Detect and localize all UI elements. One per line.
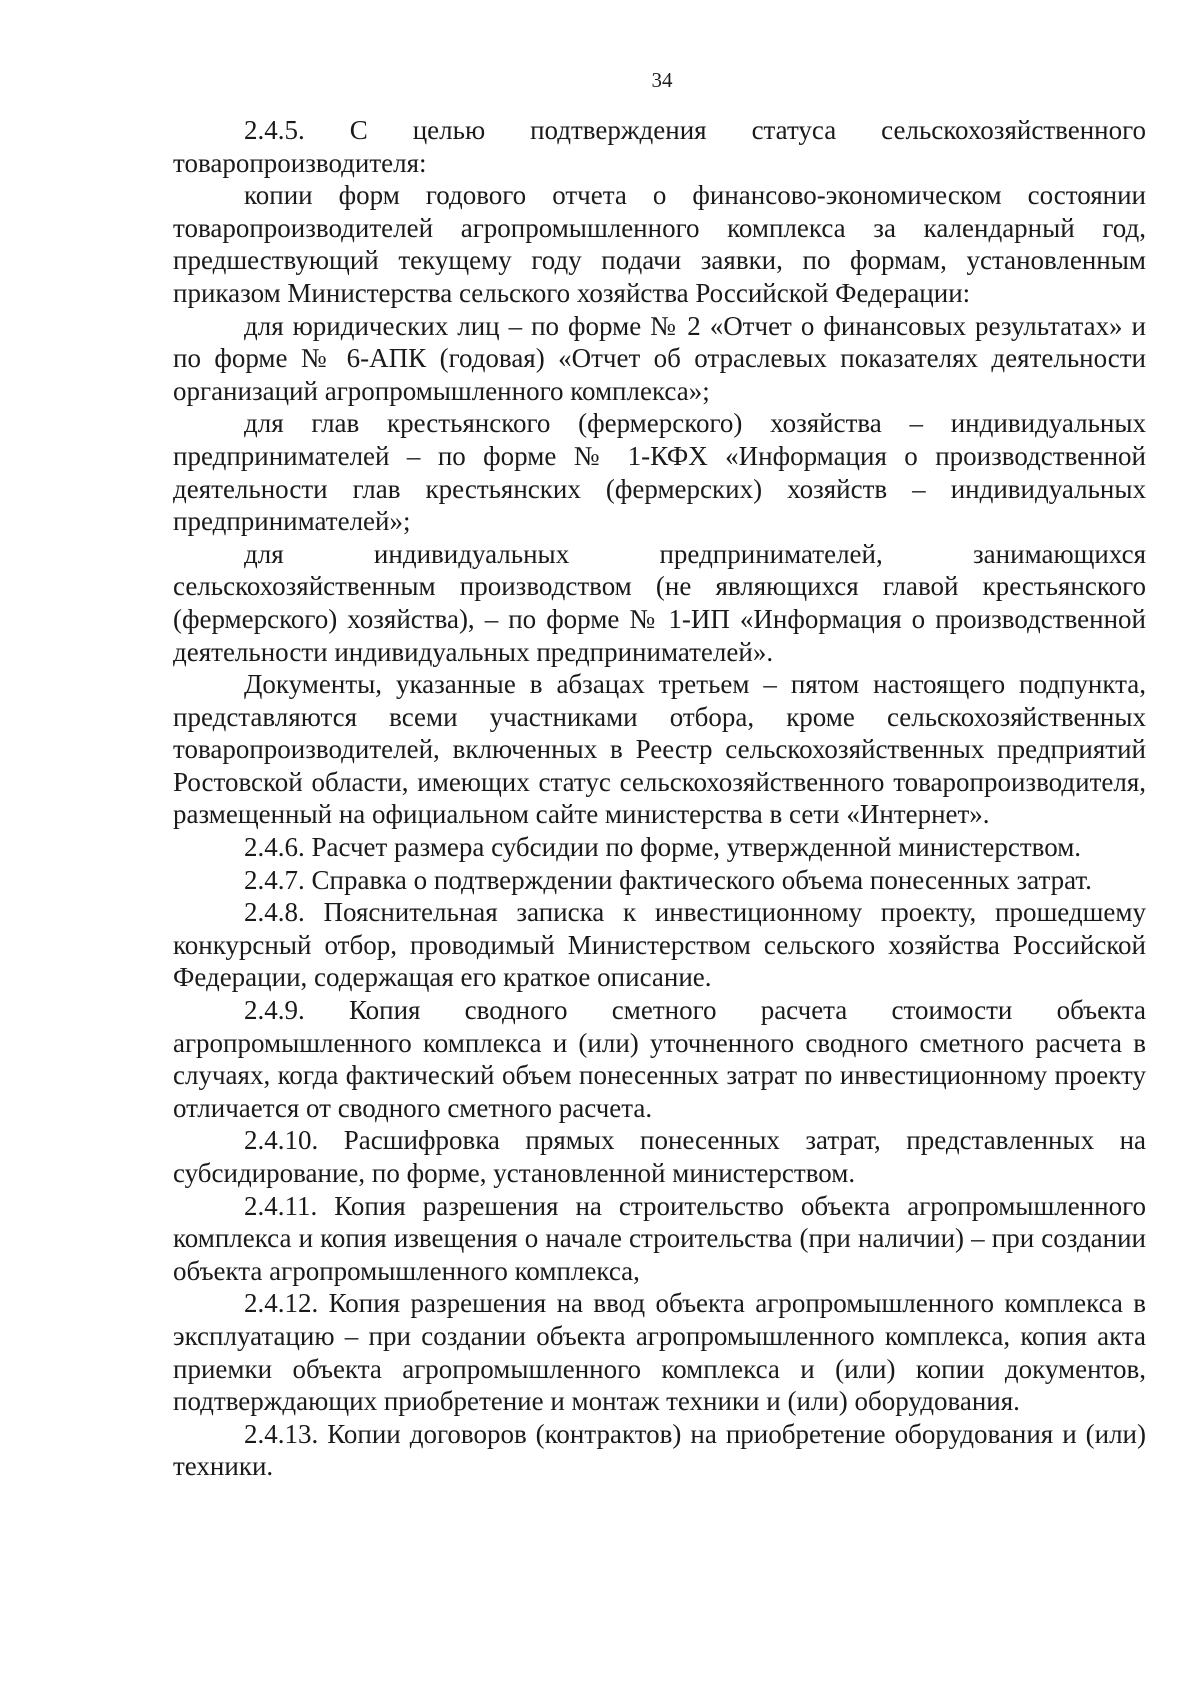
paragraph-2-4-13: 2.4.13. Копии договоров (контрактов) на приобретение оборудования и (или) техники. bbox=[173, 1418, 1146, 1482]
document-body bbox=[173, 114, 1146, 1483]
paragraph-2-4-9: 2.4.9. Копия сводного сметного расчета стоимости объекта агропромышленного комплекса и (или) уточненного сводного сметного расчета в случаях, когда фактический объем понесенных затрат по инвестиционному проекту отличается от сводного сметного расчета. bbox=[173, 995, 1146, 1123]
page-number: 34 bbox=[651, 68, 673, 92]
paragraph-2-4-5: 2.4.5. С целью подтверждения статуса сельскохозяйственного товаропроизводителя: bbox=[173, 115, 1146, 178]
paragraph-farm-heads: для глав крестьянского (фермерского) хозяйства – индивидуальных предпринимателей – по форме № 1-КФХ «Информация о производственной деятельности глав крестьянских (фермерских) хозяйств – индивидуальных предпринимателей»; bbox=[173, 408, 1146, 537]
paragraph-2-4-10: 2.4.10. Расшифровка прямых понесенных затрат, представленных на субсидирование, по форме, установленной министерством. bbox=[173, 1125, 1146, 1188]
paragraph-legal-entities: для юридических лиц – по форме № 2 «Отчет о финансовых результатах» и по форме № 6-АПК (годовая) «Отчет об отраслевых показателях деятельности организаций агропромышленного комплекса»; bbox=[173, 310, 1146, 406]
paragraph-2-4-11: 2.4.11. Копия разрешения на строительство объекта агропромышленного комплекса и копия извещения о начале строительства (при наличии) – при создании объекта агропромышленного комплекса, bbox=[173, 1190, 1146, 1286]
paragraph-2-4-6: 2.4.6. Расчет размера субсидии по форме, утвержденной министерством. bbox=[244, 832, 1082, 863]
paragraph-documents-submission: Документы, указанные в абзацах третьем – пятом настоящего подпункта, представляются всеми участниками отбора, кроме сельскохозяйственных товаропроизводителей, включенных в Реестр сельскохозяйственных предприятий Ростовской области, имеющих статус сельскохозяйственного товаропроизводителя, размещенный на официальном сайте министерства в сети «Интернет». bbox=[173, 669, 1146, 830]
paragraph-individual-entrepreneurs: для индивидуальных предпринимателей, занимающихся сельскохозяйственным производством (не являющихся главой крестьянского (фермерского) хозяйства), – по форме № 1-ИП «Информация о производственной деятельности индивидуальных предпринимателей». bbox=[173, 538, 1146, 667]
paragraph-2-4-12: 2.4.12. Копия разрешения на ввод объекта агропромышленного комплекса в эксплуатацию – при создании объекта агропромышленного комплекса, копия акта приемки объекта агропромышленного комплекса и (или) копии документов, подтверждающих приобретение и монтаж техники и (или) оборудования. bbox=[173, 1288, 1146, 1417]
paragraph-annual-report-copies: копии форм годового отчета о финансово-экономическом состоянии товаропроизводителей агропромышленного комплекса за календарный год, предшествующий текущему году подачи заявки, по формам, установленным приказом Министерства сельского хозяйства Российской Федерации: bbox=[173, 180, 1146, 308]
paragraph-2-4-7: 2.4.7. Справка о подтверждении фактического объема понесенных затрат. bbox=[244, 864, 1092, 895]
paragraph-2-4-8: 2.4.8. Пояснительная записка к инвестиционному проекту, прошедшему конкурсный отбор, проводимый Министерством сельского хозяйства Российской Федерации, содержащая его краткое описание. bbox=[173, 897, 1146, 993]
